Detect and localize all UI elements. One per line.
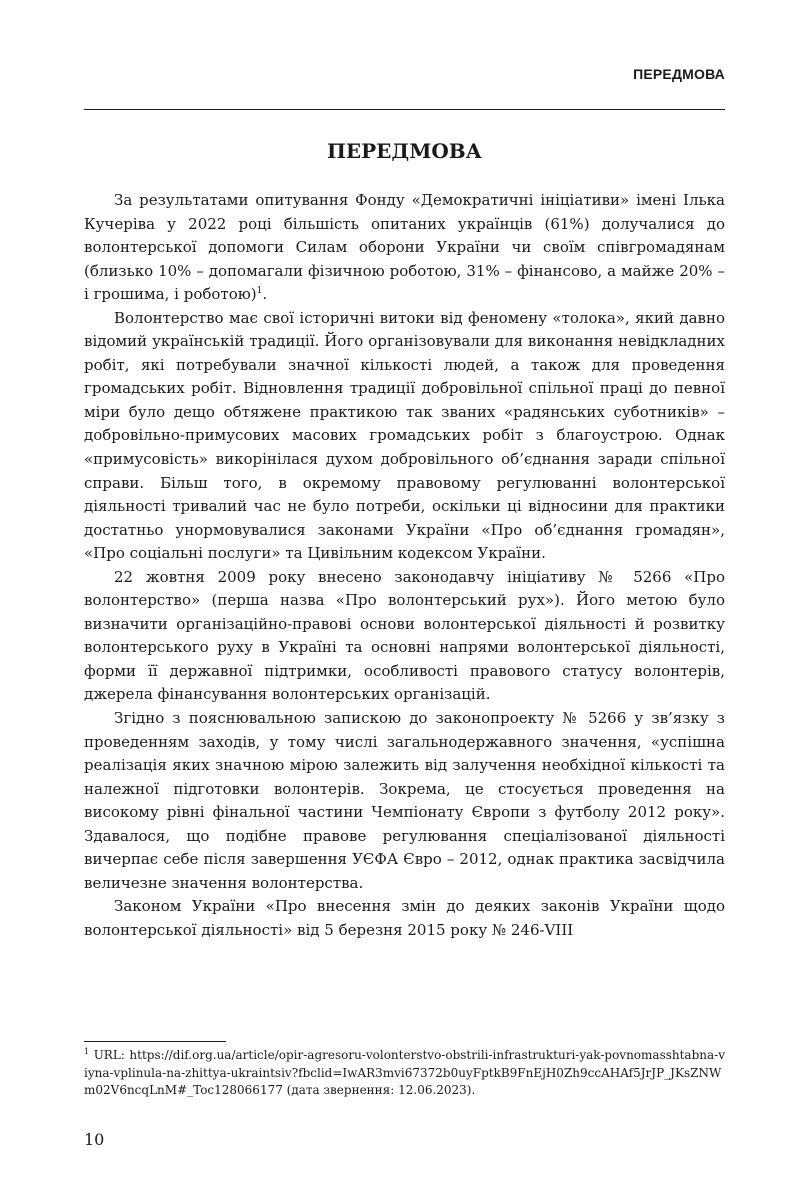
paragraph-4: Згідно з пояснювальною запискою до законопроекту № 5266 у зв’язку з проведенням заходів, у тому числі загальнодержавного значення, «успішна реалізація яких значною мірою залежить від залучення необхідної кількості та належної підготовки волонтерів. Зокрема, це стосується проведення на високому рівні фінальної частини Чемпіонату Європи з футболу 2012 року». Здавалося, що подібне правове регулювання спеціалізованої діяльності вичерпає себе після завершення УЄФА Євро – 2012, однак практика засвідчила величезне значення волонтерства. xyxy=(84,709,725,892)
header-rule xyxy=(84,109,725,110)
footnote-mark: 1 xyxy=(84,1047,90,1056)
footnote-rule xyxy=(84,1041,226,1042)
body-text xyxy=(84,189,725,943)
page-number: 10 xyxy=(84,1130,105,1149)
footnote-text: URL: https://dif.org.ua/article/opir-agresoru-volonterstvo-obstrili-infrastrukturi-yak-povnomasshtabna-viyna-vplinula-na-zhittya-ukraintsiv?fbclid=IwAR3mvi67372b0uyFptkB9FnEjH0Zh9ccAHAf5JrJP_JKsZNWm02V6ncqLnM#_Toc128066177 (дата звернення: 12.06.2023). xyxy=(84,1048,725,1097)
paragraph-3: 22 жовтня 2009 року внесено законодавчу ініціативу № 5266 «Про волонтерство» (перша назва «Про волонтерський рух»). Його метою було визначити організаційно-правові основи волонтерської діяльності й розвитку волонтерського руху в Україні та основні напрями волонтерської діяльності, форми її державної підтримки, особливості правового статусу волонтерів, джерела фінансування волонтерських організацій. xyxy=(84,567,725,704)
paragraph-5: Законом України «Про внесення змін до деяких законів України щодо волонтерської діяльності» від 5 березня 2015 року № 246-VIII xyxy=(84,897,725,939)
paragraph-1-text: За результатами опитування Фонду «Демократичні ініціативи» імені Ілька Кучеріва у 2022 році більшість опитаних українців (61%) долучалися до волонтерської допомоги Силам оборони України чи своїм співгромадянам (близько 10% – допомагали фізичною роботою, 31% – фінансово, а майже 20% – і грошима, і роботою) xyxy=(84,191,725,304)
paragraph-2: Волонтерство має свої історичні витоки від феномену «толока», який давно відомий українській традиції. Його організовували для виконання невідкладних робіт, які потребували значної кількості людей, а також для проведення громадських робіт. Відновлення традиції добровільної спільної праці до певної міри було дещо обтяжене практикою так званих «радянських суботників» – добровільно-примусових масових громадських робіт з благоустрою. Однак «примусовість» викорінілася духом добровільного об’єднання заради спільної справи. Більш того, в окремому правовому регулюванні волонтерської діяльності тривалий час не було потреби, оскільки ці відносини для практики достатньо унормовувалися законами України «Про об’єднання громадян», «Про соціальні послуги» та Цивільним кодексом України. xyxy=(84,308,725,563)
paragraph-1 xyxy=(84,189,725,307)
running-head: ПЕРЕДМОВА xyxy=(633,66,725,82)
page-title: ПЕРЕДМОВА xyxy=(327,139,482,163)
footnote xyxy=(84,1047,725,1100)
footnote-reference: 1 xyxy=(256,286,263,297)
paragraph-1-end: . xyxy=(262,285,268,304)
